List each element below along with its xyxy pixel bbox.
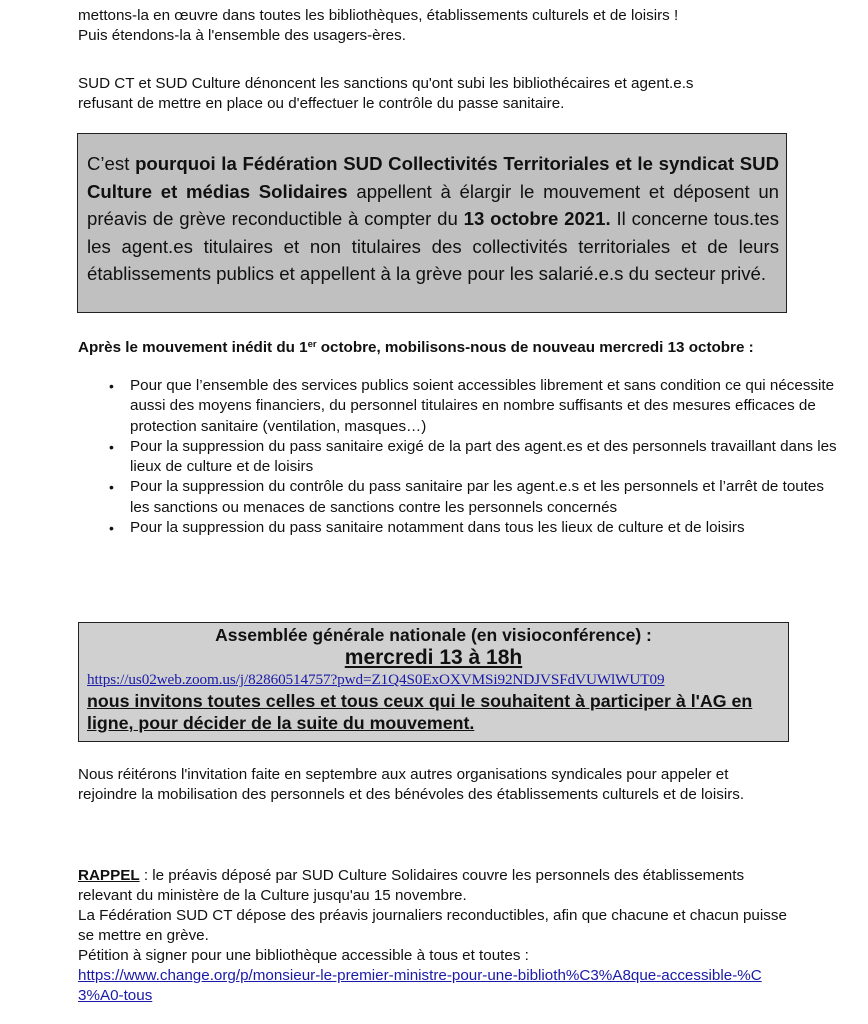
intro-line-1: mettons-la en œuvre dans toutes les bibliothèques, établissements culturels et de loisirs ! <box>78 7 679 24</box>
heading-text-before: Après le mouvement inédit du 1 <box>78 339 308 356</box>
callout-text-1: C’est <box>87 153 136 174</box>
reiterate-paragraph: Nous réitérons l'invitation faite en septembre aux autres organisations syndicales pour appeler et rejoindre la mobilisation des personnels et des bénévoles des établissements culturels et de loisirs. <box>78 766 745 803</box>
general-assembly-box <box>78 622 789 742</box>
assembly-invitation: nous invitons toutes celles et tous ceux qui le souhaitent à participer à l'AG en ligne, pour décider de la suite du mouvement. <box>87 691 753 733</box>
mobilisation-heading <box>78 338 793 357</box>
rappel-line-1 <box>78 866 748 906</box>
callout-bold-date: 13 octobre 2021. <box>463 208 611 229</box>
list-item: • Pour la suppression du contrôle du pass sanitaire par les agent.e.s et les personnels et l’arrêt de toutes les sanctions ou menaces de sanctions contre les personnels concernés <box>130 477 845 518</box>
list-item: • Pour la suppression du pass sanitaire notamment dans tous les lieux de culture et de loisirs <box>130 518 845 538</box>
rappel-line-2: La Fédération SUD CT dépose des préavis journaliers reconductibles, afin que chacune et chacun puisse se mettre en grève. <box>78 907 787 944</box>
callout-text-2: appellent à élargir le mouvement et déposent un préavis de grève reconductible à compter du <box>87 180 780 229</box>
rappel-text-1: : le préavis déposé par SUD Culture Solidaires couvre les personnels des établissements relevant du ministère de la Culture jusqu'au 15 novembre. <box>78 867 745 904</box>
petition-link[interactable]: https://www.change.org/p/monsieur-le-premier-ministre-pour-une-biblioth%C3%A8que-accessible-%C3%A0-tous <box>78 967 762 1004</box>
list-item: • Pour que l’ensemble des services publics soient accessibles librement et sans condition ce qui nécessite aussi des moyens financiers, du personnel titulaires en nombre suffisants et des mesures efficaces de protection sanitaire (ventilation, masques…) <box>130 376 845 437</box>
assembly-title: Assemblée générale nationale (en visioconférence) : <box>215 625 652 645</box>
rappel-section <box>78 866 793 1006</box>
rappel-label: RAPPEL <box>78 867 140 884</box>
intro-line-2: Puis étendons-la à l'ensemble des usagers-ères. <box>78 27 406 44</box>
heading-superscript: er <box>307 339 317 350</box>
heading-text-after: octobre, mobilisons-nous de nouveau mercredi 13 octobre : <box>316 339 754 356</box>
callout-text-3: Il concerne tous.tes les agent.es titulaires et non titulaires des collectivités territoriales et de leurs établissements publics et appellent à la grève pour les salarié.e.s du secteur privé. <box>87 208 779 284</box>
strike-notice-callout <box>77 133 787 313</box>
rappel-line-3: Pétition à signer pour une bibliothèque accessible à tous et toutes : <box>78 947 529 964</box>
list-item: • Pour la suppression du pass sanitaire exigé de la part des agent.es et des personnels travaillant dans les lieux de culture et de loisirs <box>130 437 845 478</box>
assembly-date: mercredi 13 à 18h <box>344 646 523 669</box>
zoom-meeting-link[interactable]: https://us02web.zoom.us/j/82860514757?pwd=Z1Q4S0ExOXVMSi92NDJVSFdVUWlWUT09 <box>87 671 665 688</box>
denounce-paragraph: SUD CT et SUD Culture dénoncent les sanctions qu'ont subi les bibliothécaires et agent.e.s refusant de mettre en place ou d'effectuer le contrôle du passe sanitaire. <box>78 75 694 112</box>
demands-list <box>78 376 845 538</box>
intro-paragraph <box>78 6 793 46</box>
callout-bold-federation: pourquoi la Fédération SUD Collectivités Territoriales et le syndicat SUD Culture et médias Solidaires <box>87 153 779 202</box>
